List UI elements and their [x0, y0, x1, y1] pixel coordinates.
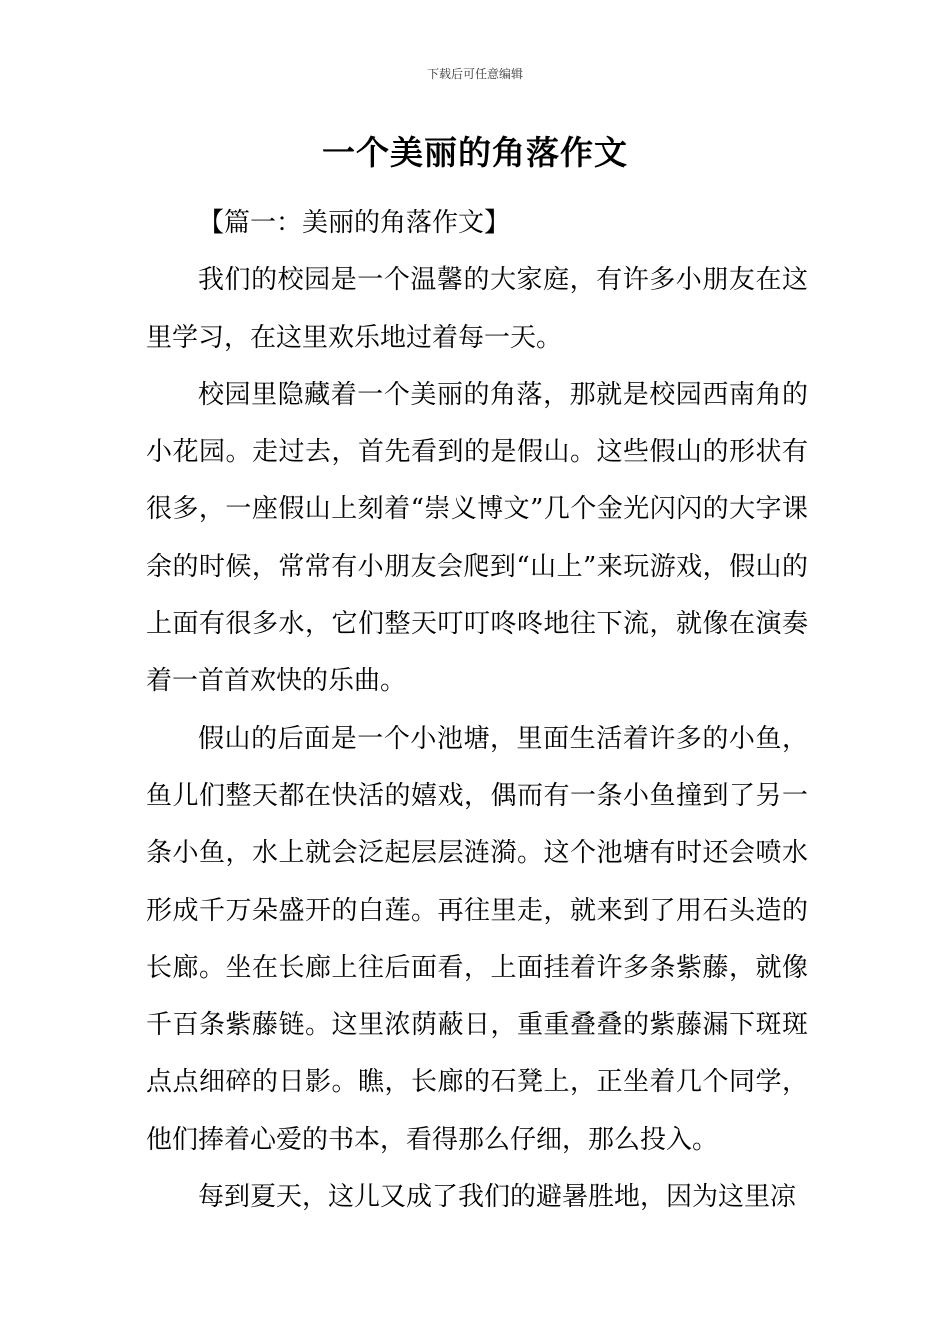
- paragraph: 假山的后面是一个小池塘，里面生活着许多的小鱼，鱼儿们整天都在快活的嬉戏，偶而有一条小鱼撞到了另一条小鱼，水上就会泛起层层涟漪。这个池塘有时还会喷水形成千万朵盛开的白莲。再往里走，就来到了用石头造的长廊。坐在长廊上往后面看，上面挂着许多条紫藤，就像千百条紫藤链。这里浓荫蔽日，重重叠叠的紫藤漏下斑斑点点细碎的日影。瞧，长廊的石凳上，正坐着几个同学，他们捧着心爱的书本，看得那么仔细，那么投入。: [146, 723, 808, 1155]
- paragraph: 我们的校园是一个温馨的大家庭，有许多小朋友在这里学习，在这里欢乐地过着每一天。: [146, 265, 808, 353]
- document-title: 一个美丽的角落作文: [322, 133, 628, 172]
- document-body: [146, 195, 808, 1226]
- header-note: 下载后可任意编辑: [426, 67, 523, 81]
- paragraph: 校园里隐藏着一个美丽的角落，那就是校园西南角的小花园。走过去，首先看到的是假山。这些假山的形状有很多，一座假山上刻着“崇义博文”几个金光闪闪的大字课余的时候，常常有小朋友会爬到“山上”来玩游戏，假山的上面有很多水，它们整天叮叮咚咚地往下流，就像在演奏着一首首欢快的乐曲。: [146, 379, 808, 697]
- section-heading: 【篇一：美丽的角落作文】: [198, 208, 511, 238]
- paragraph: 每到夏天，这儿又成了我们的避暑胜地，因为这里凉: [198, 1182, 797, 1213]
